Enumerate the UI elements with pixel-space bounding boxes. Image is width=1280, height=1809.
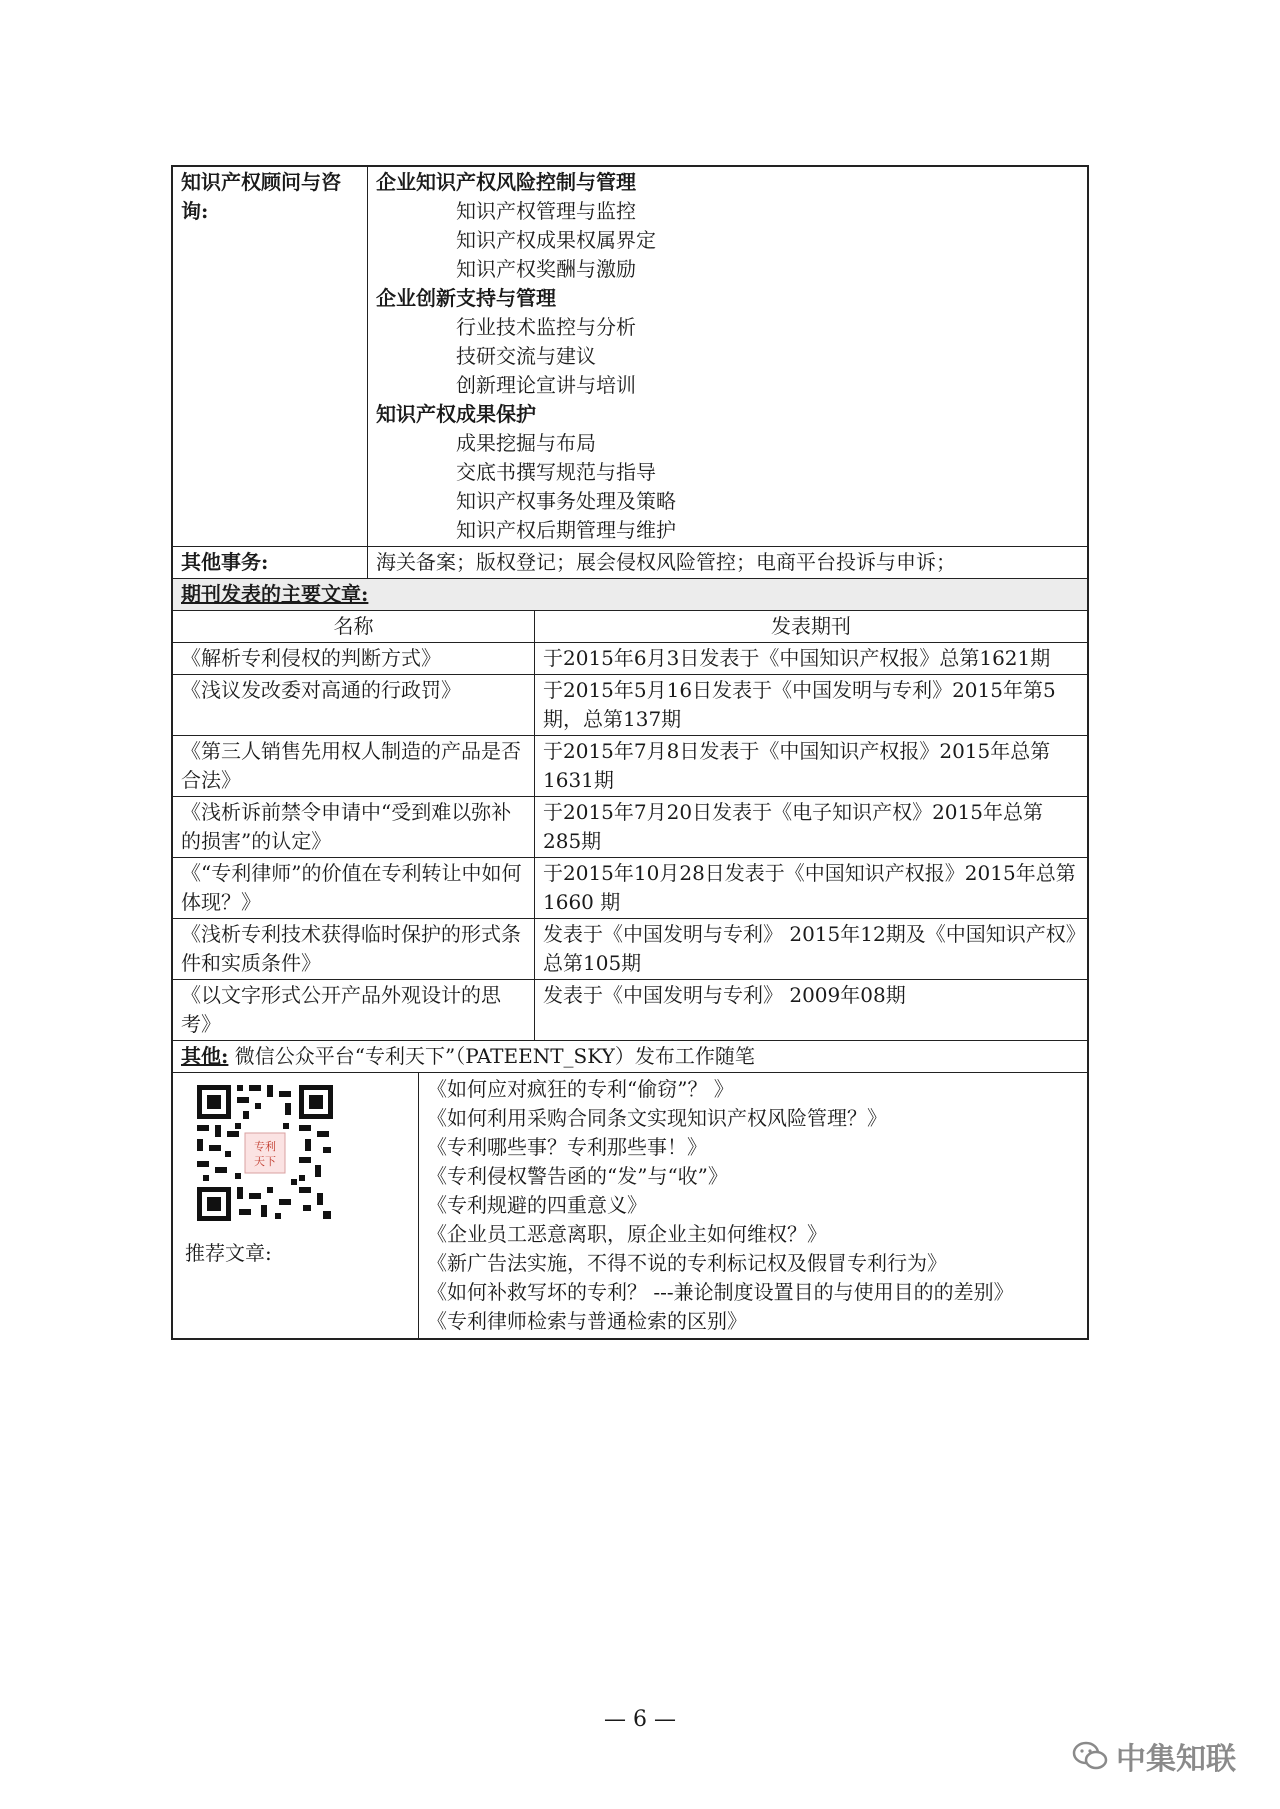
others-label: 其他: [181, 1044, 229, 1068]
recommended-item: 《专利哪些事？专利那些事！》 [427, 1135, 707, 1159]
recommended-item: 《专利规避的四重意义》 [427, 1193, 647, 1217]
other-affairs-text: 海关备案；版权登记；展会侵权风险管控；电商平台投诉与申诉； [376, 550, 956, 574]
articles-header-row [173, 611, 1087, 643]
recommended-item: 《如何补救写坏的专利？ ---兼论制度设置目的与使用目的的差别》 [427, 1280, 1014, 1304]
group-title: 企业知识产权风险控制与管理 [376, 170, 636, 194]
column-header-journal: 发表期刊 [771, 614, 851, 638]
qr-caption-line1: 专利 [254, 1140, 276, 1153]
article-name: 《浅析诉前禁令申请中“受到难以弥补的损害”的认定》 [173, 797, 535, 857]
group-item: 知识产权后期管理与维护 [456, 518, 676, 542]
article-row [173, 980, 1087, 1041]
group-item: 知识产权管理与监控 [456, 199, 636, 223]
recommended-item: 《如何应对疯狂的专利“偷窃”？ 》 [427, 1077, 734, 1101]
recommended-item: 《专利律师检索与普通检索的区别》 [427, 1309, 747, 1333]
watermark-text: 中集知联 [1116, 1742, 1236, 1777]
recommend-label: 推荐文章: [185, 1241, 272, 1265]
others-content-row [173, 1073, 1087, 1338]
qr-caption-line2: 天下 [254, 1155, 276, 1168]
article-name: 《第三人销售先用权人制造的产品是否合法》 [173, 736, 535, 796]
recommended-list [419, 1073, 1087, 1338]
group-title: 企业创新支持与管理 [376, 286, 556, 310]
others-header [173, 1041, 1087, 1072]
recommended-item: 《如何利用采购合同条文实现知识产权风险管理？》 [427, 1106, 887, 1130]
group-item: 知识产权成果权属界定 [456, 228, 656, 252]
page-number: — 6 — [604, 1707, 676, 1732]
article-row [173, 858, 1087, 919]
article-name: 《浅议发改委对高通的行政罚》 [173, 675, 535, 735]
article-name: 《解析专利侵权的判断方式》 [173, 643, 535, 674]
articles-section-row [173, 579, 1087, 611]
consulting-group [376, 400, 1079, 545]
consulting-group [376, 284, 1079, 400]
article-journal: 于2015年7月20日发表于《电子知识产权》2015年总第285期 [543, 800, 1043, 853]
group-item: 创新理论宣讲与培训 [456, 373, 636, 397]
articles-section-title [173, 579, 1087, 610]
others-text: 微信公众平台“专利天下”（PATEENT_SKY）发布工作随笔 [234, 1044, 755, 1068]
article-row [173, 643, 1087, 675]
article-row [173, 919, 1087, 980]
group-item: 交底书撰写规范与指导 [456, 460, 656, 484]
article-row [173, 675, 1087, 736]
article-journal: 于2015年7月8日发表于《中国知识产权报》2015年总第1631期 [543, 739, 1051, 792]
qr-code-icon [195, 1083, 335, 1223]
group-item: 知识产权奖酬与激励 [456, 257, 636, 281]
others-header-row [173, 1041, 1087, 1073]
consulting-content [368, 167, 1087, 546]
watermark [1072, 1734, 1236, 1778]
other-affairs-label: 其他事务: [173, 547, 368, 578]
column-header-name: 名称 [173, 611, 535, 642]
recommended-item: 《新广告法实施，不得不说的专利标记权及假冒专利行为》 [427, 1251, 947, 1275]
article-journal: 发表于《中国发明与专利》 2015年12期及《中国知识产权》总第105期 [543, 922, 1076, 975]
article-name: 《浅析专利技术获得临时保护的形式条件和实质条件》 [173, 919, 535, 979]
article-name: 《以文字形式公开产品外观设计的思考》 [173, 980, 535, 1040]
article-journal: 发表于《中国发明与专利》 2009年08期 [543, 983, 906, 1007]
article-row [173, 736, 1087, 797]
article-row [173, 797, 1087, 858]
group-title: 知识产权成果保护 [376, 402, 536, 426]
wechat-icon [1072, 1741, 1108, 1771]
info-table [171, 165, 1089, 1340]
qr-cell [173, 1073, 419, 1338]
group-item: 技研交流与建议 [456, 344, 596, 368]
group-item: 行业技术监控与分析 [456, 315, 636, 339]
other-affairs-row [173, 547, 1087, 579]
articles-section-title-text: 期刊发表的主要文章: [181, 582, 369, 606]
group-item: 知识产权事务处理及策略 [456, 489, 676, 513]
article-journal: 于2015年10月28日发表于《中国知识产权报》2015年总第1660 期 [543, 861, 1076, 914]
group-item: 成果挖掘与布局 [456, 431, 596, 455]
article-journal: 于2015年5月16日发表于《中国发明与专利》2015年第5期，总第137期 [543, 678, 1056, 731]
consulting-row [173, 167, 1087, 547]
consulting-group [376, 168, 1079, 284]
article-journal: 于2015年6月3日发表于《中国知识产权报》总第1621期 [543, 646, 1051, 670]
recommended-item: 《企业员工恶意离职，原企业主如何维权？》 [427, 1222, 827, 1246]
recommended-item: 《专利侵权警告函的“发”与“收”》 [427, 1164, 728, 1188]
consulting-label: 知识产权顾问与咨询: [173, 167, 368, 546]
article-name: 《“专利律师”的价值在专利转让中如何体现？》 [173, 858, 535, 918]
